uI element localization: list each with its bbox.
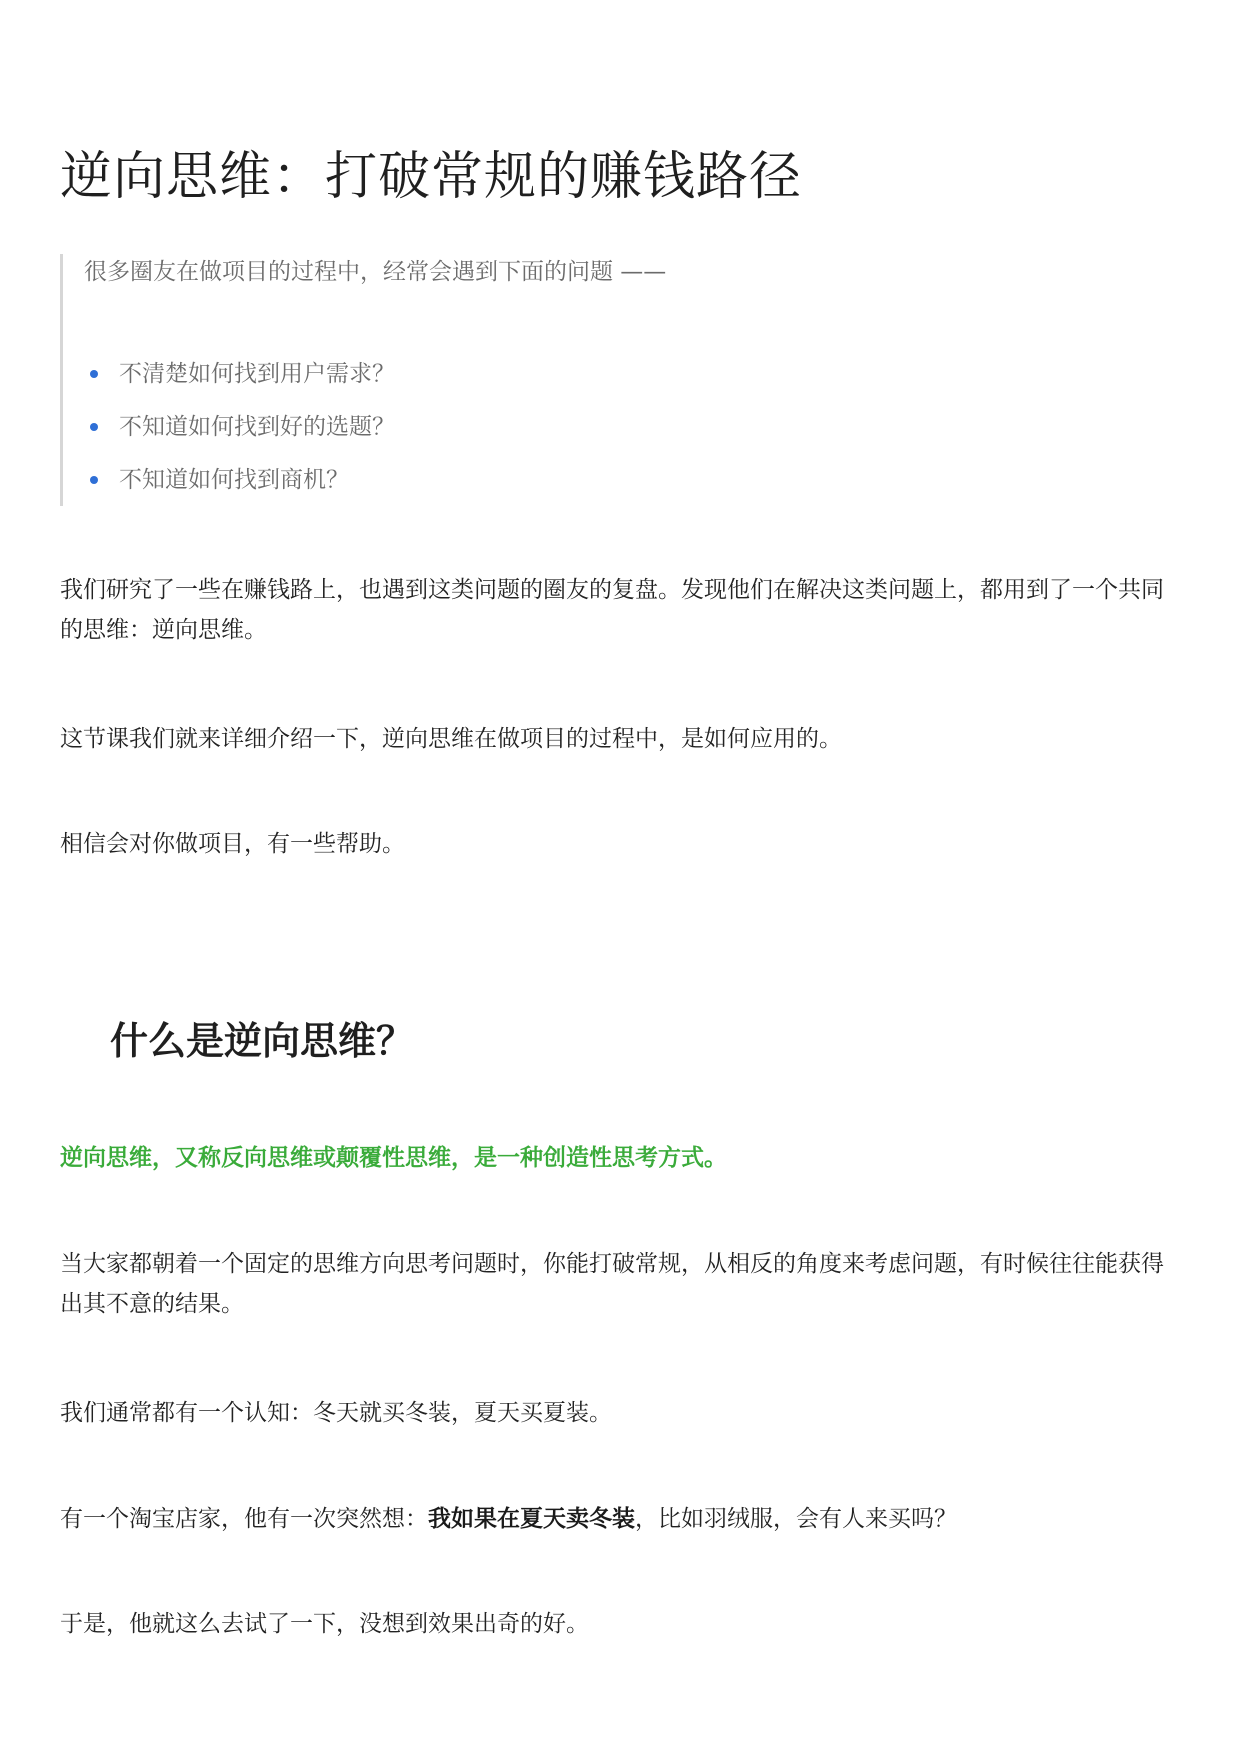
page-title: 逆向思维：打破常规的赚钱路径 (60, 147, 803, 207)
paragraph-helpful: 相信会对你做项目，有一些帮助。 (60, 831, 405, 857)
quote-list (84, 358, 395, 517)
bold-text: 我如果在夏天卖冬装 (428, 1506, 635, 1532)
paragraph-result: 于是，他就这么去试了一下，没想到效果出奇的好。 (60, 1611, 589, 1637)
quote-text: 很多圈友在做项目的过程中，经常会遇到下面的问题 —— (84, 259, 667, 285)
highlight-definition: 逆向思维，又称反向思维或颠覆性思维，是一种创造性思考方式。 (60, 1145, 727, 1171)
list-item-text: 不知道如何找到好的选题？ (119, 414, 395, 440)
list-item (84, 411, 395, 464)
bullet-icon (90, 476, 98, 484)
blockquote (60, 254, 1063, 506)
paragraph-break-convention: 当大家都朝着一个固定的思维方向思考问题时，你能打破常规，从相反的角度来考虑问题，有时候往往能获得出其不意的结果。 (60, 1251, 1164, 1317)
list-item-text: 不清楚如何找到用户需求？ (119, 361, 395, 387)
paragraph-taobao-seller (60, 1499, 1170, 1539)
text-segment: 有一个淘宝店家，他有一次突然想： (60, 1506, 428, 1532)
bullet-icon (90, 423, 98, 431)
list-item (84, 464, 395, 517)
paragraph-seasonal-clothing: 我们通常都有一个认知：冬天就买冬装，夏天买夏装。 (60, 1400, 612, 1426)
list-item-text: 不知道如何找到商机？ (119, 467, 349, 493)
list-item (84, 358, 395, 411)
text-segment: ，比如羽绒服，会有人来买吗？ (635, 1506, 957, 1532)
paragraph-research: 我们研究了一些在赚钱路上，也遇到这类问题的圈友的复盘。发现他们在解决这类问题上，都用到了一个共同的思维：逆向思维。 (60, 577, 1164, 643)
section-heading: 什么是逆向思维？ (110, 1019, 415, 1063)
paragraph-lesson-intro: 这节课我们就来详细介绍一下，逆向思维在做项目的过程中，是如何应用的。 (60, 726, 842, 752)
bullet-icon (90, 370, 98, 378)
